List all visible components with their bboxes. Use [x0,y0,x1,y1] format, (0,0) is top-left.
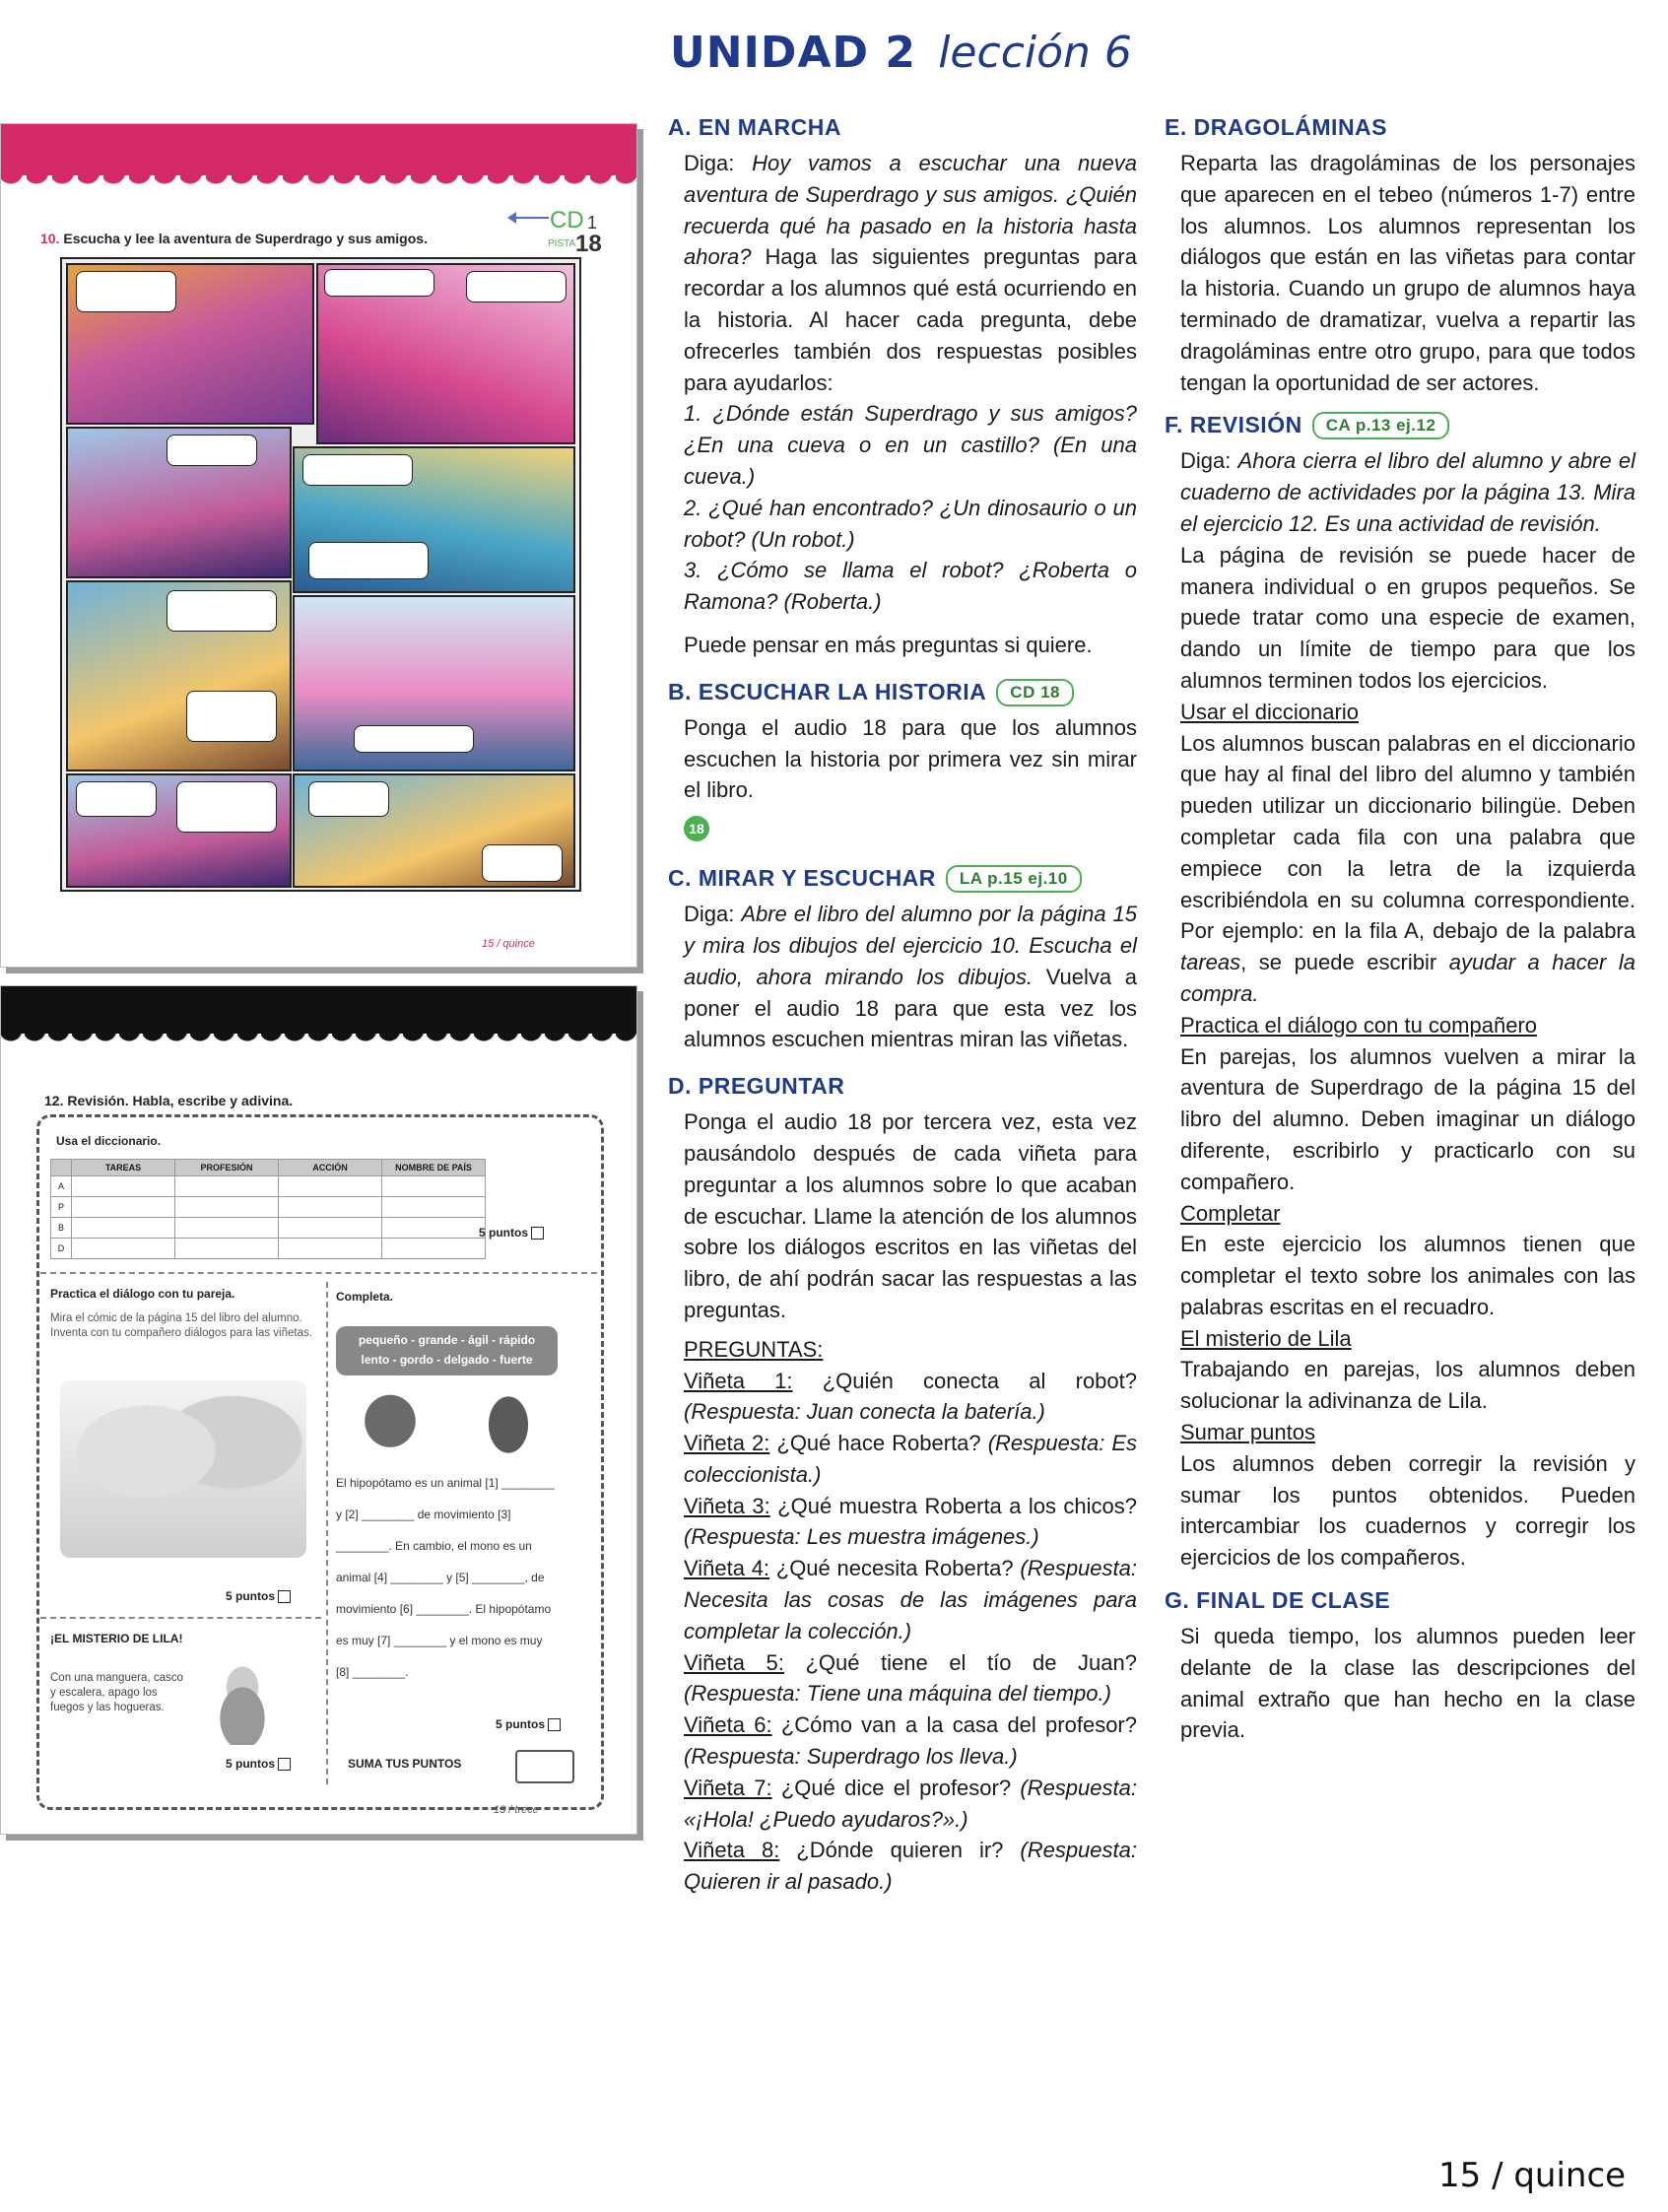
list-item: Viñeta 1: ¿Quién conecta al robot? (Respuesta: Juan conecta la batería.) [684,1368,1137,1425]
table-header: ACCIÓN [279,1160,382,1176]
exercise-10-title: 10. Escucha y lee la aventura de Superdrago y sus amigos. [40,231,428,246]
comic-strip [60,257,581,892]
comic-panel-2 [316,263,575,444]
cd-reference-badge: CD 18 [996,679,1074,706]
score-label: 5 puntos [226,1757,291,1771]
book-reference-badge: LA p.15 ej.10 [946,865,1082,893]
subheading: Sumar puntos [1180,1420,1315,1445]
questions-label: PREGUNTAS: [684,1336,824,1362]
comic-panel-3 [66,427,292,578]
page-number: 15 / quince [1438,2156,1627,2195]
comic-panel-4 [293,446,575,593]
subheading: Completar [1180,1200,1281,1226]
word-box: pequeño - grande - ágil - rápido lento - gordo - delgado - fuerte [336,1326,558,1375]
subheading: Practica el diálogo con tu compañero [1180,1012,1537,1038]
unit-title: UNIDAD 2 [670,28,916,78]
activity-book-page-thumbnail [0,985,637,1835]
table-header: PROFESIÓN [175,1160,279,1176]
score-label: 5 puntos [226,1589,291,1603]
sum-points-box [515,1750,574,1783]
checkbox-icon [548,1718,561,1731]
cd-track-badge: CD 1 PISTA 18 [548,207,602,257]
arrow-icon [513,217,549,219]
section-g-title: G. FINAL DE CLASE [1165,1587,1391,1614]
exercise-12-title: 12. Revisión. Habla, escribe y adivina. [44,1093,294,1108]
instructions-column-2 [1165,110,1635,1746]
comic-panel-6 [293,595,575,771]
dialog-title: Practica el diálogo con tu pareja. [50,1287,235,1301]
table-header: NOMBRE DE PAÍS [382,1160,486,1176]
subheading: Usar el diccionario [1180,699,1359,724]
checkbox-icon [278,1758,291,1771]
thumbnail-page-number: 13 / trece [494,1804,539,1816]
instructions-column-1 [668,110,1137,1898]
sum-points-label: SUMA TUS PUNTOS [348,1757,462,1771]
section-a-more: Puede pensar en más preguntas si quiere. [684,632,1093,657]
fill-in-text: El hipopótamo es un animal [1] ________ y [2] ________ de movimiento [3] ________. En cambio, el mono es un animal [4] ________ y [5] ________, de movimiento [6] ________. El hipopótamo es muy [7] ________ y el mono es muy [8] ________. [336,1476,555,1679]
mystery-title: ¡EL MISTERIO DE LILA! [50,1632,183,1645]
section-f-text: Diga: Ahora cierra el libro del alumno y abre el cuaderno de actividades por la página 13. Mira el ejercicio 12. Es una actividad de revisión. La página de revisión se puede hacer de manera individual o en grupos pequeños. Se puede tratar como una especie de examen, dando un límite de tiempo para que los alumnos terminen todos los ejercicios. Usar el diccionario Los alumnos buscan palabras en el diccionario que hay al final del libro del alumno y también pueden utilizar un diccionario bilingüe. Deben completar cada fila con una palabra que empiece con la letra de la izquierda escribiéndola en su columna correspondiente. Por ejemplo: en la fila A, debajo de la palabra tareas, se puede escribir ayudar a hacer la compra. Practica el diálogo con tu compañero En parejas, los alumnos vuelven a mirar la aventura de Superdrago de la página 15 del libro del alumno. Deben imaginar un diálogo diferente, escribirlo y practicarlo con su compañero. Completar En este ejercicio los alumnos tienen que completar el texto sobre los animales con las palabras escritas en el recuadro. El misterio de Lila Trabajando en parejas, los alumnos deben solucionar la adivinanza de Lila. Sumar puntos Los alumnos deben corregir la revisión y sumar los puntos obtenidos. Pueden intercambiar los cuadernos y corregir los ejercicios de los compañeros. [1180,448,1636,1571]
activity-book-reference-badge: CA p.13 ej.12 [1312,412,1450,439]
section-c-text: Diga: Abre el libro del alumno por la página 15 y mira los dibujos del ejercicio 10. Escucha el audio, ahora mirando los dibujos. Vuelva a poner el audio 18 para que esta vez los alumnos escuchen mientras miran las viñetas. [684,902,1137,1052]
table-row: P [51,1197,486,1218]
dictionary-label: Usa el diccionario. [56,1134,162,1148]
section-a-title: A. EN MARCHA [668,114,841,140]
comic-panel-8 [293,773,575,888]
list-item: Viñeta 7: ¿Qué dice el profesor? (Respuesta: «¡Hola! ¿Puedo ayudaros?».) [684,1775,1137,1832]
table-row: B [51,1218,486,1239]
lesson-title: lección 6 [938,28,1132,78]
list-item: Viñeta 6: ¿Cómo van a la casa del profesor? (Respuesta: Superdrago los lleva.) [684,1712,1137,1770]
list-item: Viñeta 3: ¿Qué muestra Roberta a los chicos? (Respuesta: Les muestra imágenes.) [684,1493,1137,1550]
section-d-text: Ponga el audio 18 por tercera vez, esta vez pausándolo después de cada viñeta para preguntar a los alumnos sobre lo que acaban de escuchar. Llame la atención de los alumnos sobre los diálogos escritos en las viñetas del libro, de ahí podrán sacar las respuestas a las preguntas. [684,1109,1137,1322]
dictionary-table [50,1159,486,1259]
section-c-title: C. MIRAR Y ESCUCHAR LA p.15 ej.10 [668,861,1137,895]
list-item: Viñeta 5: ¿Qué tiene el tío de Juan? (Respuesta: Tiene una máquina del tiempo.) [684,1649,1137,1707]
thumbnail-page-number: 15 / quince [482,938,535,950]
section-e-title: E. DRAGOLÁMINAS [1165,114,1387,140]
hippo-image [351,1380,430,1454]
fire-illustration [198,1656,287,1745]
section-a-text: Diga: Hoy vamos a escuchar una nueva aventura de Superdrago y sus amigos. ¿Quién recuerda qué ha pasado en la historia hasta ahora? Haga las siguientes preguntas para recordar a los alumnos qué está ocurriendo en la historia. Al hacer cada pregunta, debe ofrecerles también dos respuestas posibles para ayudarlos: 1. ¿Dónde están Superdrago y sus amigos? ¿En una cueva o en un castillo? (En una cueva.) 2. ¿Qué han encontrado? ¿Un dinosaurio o un robot? (Un robot.) 3. ¿Cómo se llama el robot? ¿Roberta o Ramona? (Roberta.) [684,151,1137,615]
comic-panel-5 [66,580,292,771]
table-row: A [51,1176,486,1197]
table-header: TAREAS [72,1160,175,1176]
section-d-title: D. PREGUNTAR [668,1073,845,1100]
list-item: Viñeta 4: ¿Qué necesita Roberta? (Respuesta: Necesita las cosas de las imágenes para completar la colección.) [684,1556,1137,1643]
monkey-image [474,1375,543,1474]
section-e-text: Reparta las dragoláminas de los personajes que aparecen en el tebeo (números 1-7) entre los alumnos. Los alumnos representan los diálogos que están en las viñetas para contar la historia. Cuando un grupo de alumnos haya terminado de dramatizar, vuelva a repartir las dragoláminas entre otro grupo, para que todos tengan la oportunidad de ser actores. [1180,151,1635,395]
checkbox-icon [278,1590,291,1603]
list-item: Viñeta 2: ¿Qué hace Roberta? (Respuesta: Es coleccionista.) [684,1431,1137,1487]
dialog-instructions: Mira el cómic de la página 15 del libro del alumno. Inventa con tu compañero diálogos para las viñetas. [50,1312,312,1339]
section-g-text: Si queda tiempo, los alumnos pueden leer delante de la clase las descripciones del animal extraño que han hecho en la clase previa. [1180,1624,1635,1743]
page-header [670,28,1132,78]
section-f-title: F. REVISIÓN CA p.13 ej.12 [1165,408,1635,441]
complete-title: Completa. [336,1290,394,1304]
audio-track-icon: 18 [684,816,709,841]
decorative-band [1,124,636,175]
comic-panel-7 [66,773,292,888]
subheading: El misterio de Lila [1180,1325,1352,1351]
score-label: 5 puntos [496,1717,561,1731]
questions-list [684,1334,1137,1898]
riddle-text: Con una manguera, casco y escalera, apago los fuegos y las hogueras. [50,1672,183,1713]
children-reading-illustration [60,1380,306,1558]
section-b-title: B. ESCUCHAR LA HISTORIA CD 18 [668,675,1137,708]
student-book-page-thumbnail [0,123,637,968]
section-b-text: Ponga el audio 18 para que los alumnos escuchen la historia por primera vez sin mirar el libro. [684,714,1137,803]
list-item: Viñeta 8: ¿Dónde quieren ir? (Respuesta: Quieren ir al pasado.) [684,1838,1137,1895]
decorative-band [1,986,636,1034]
table-row: D [51,1239,486,1259]
comic-panel-1 [66,263,314,425]
score-label: 5 puntos [479,1226,544,1240]
checkbox-icon [531,1227,544,1240]
